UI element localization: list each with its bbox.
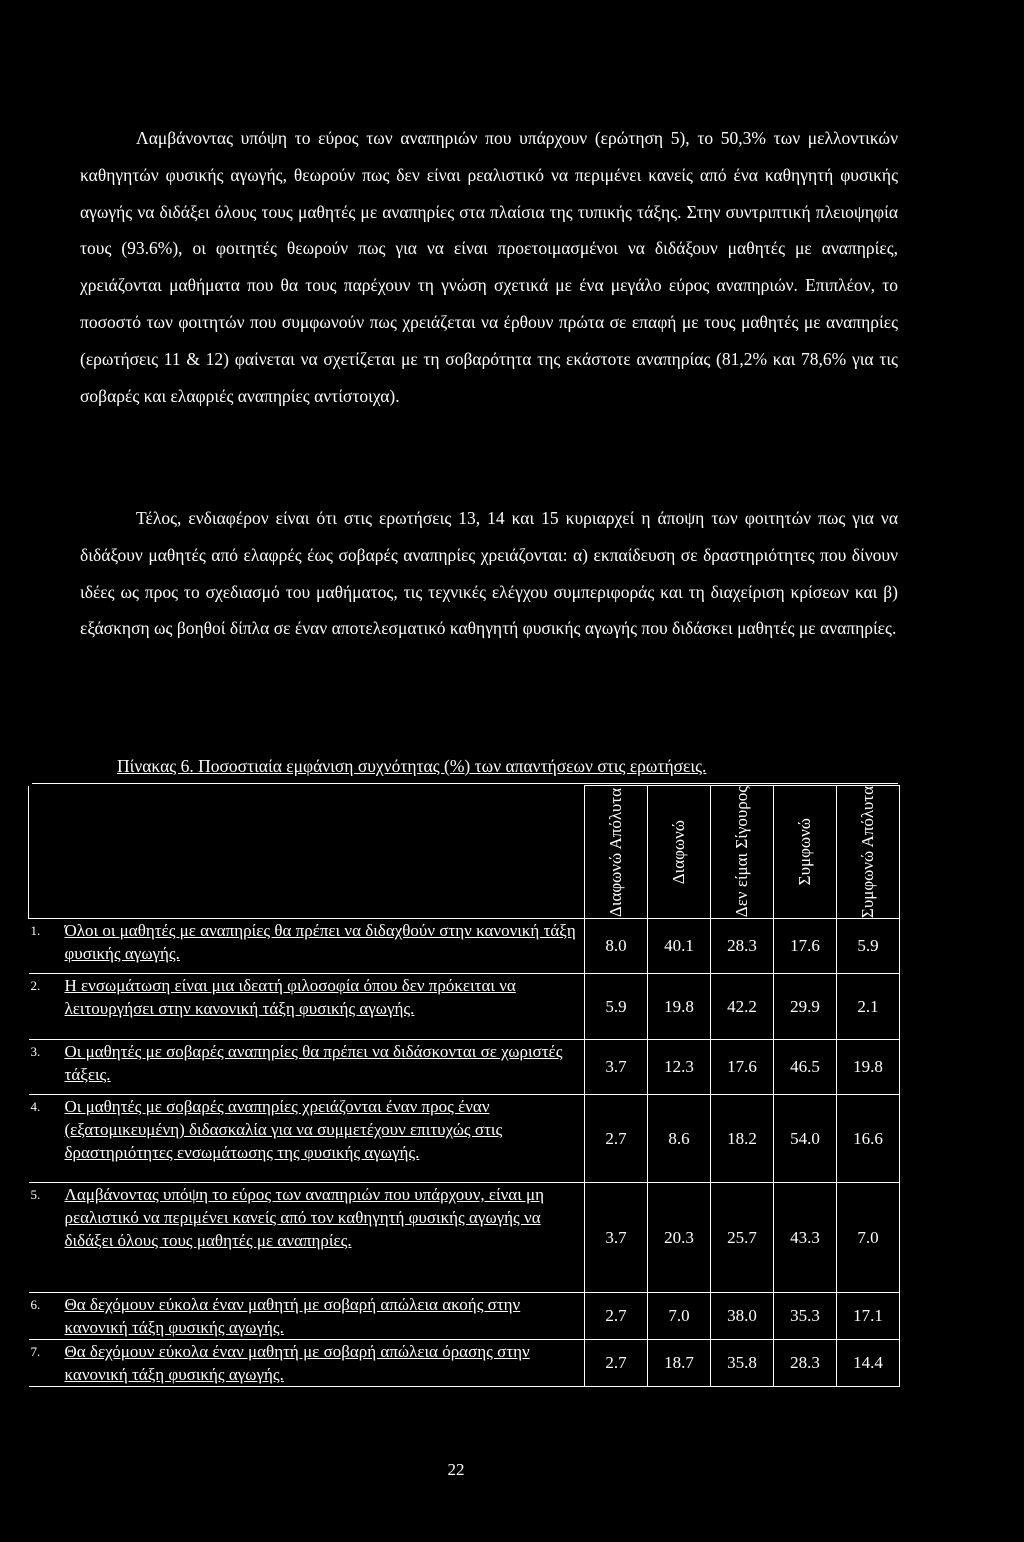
statement-cell [29,1095,585,1183]
responses-table [28,785,900,1387]
statement-text: Λαμβάνοντας υπόψη το εύρος των αναπηριών που υπάρχουν, είναι μη ρεαλιστικό να περιμένει κανείς από τον καθηγητή φυσικής αγωγής να διδάξει όλους τους μαθητές με αναπηρίες. [64,1185,545,1251]
header-blank-cell [29,786,585,919]
caption-rule [32,783,898,784]
value-cell: 19.8 [648,974,711,1040]
table-body [29,919,900,1387]
value-cell: 17.6 [774,919,837,974]
body-paragraph-2: Τέλος, ενδιαφέρον είναι ότι στις ερωτήσεις 13, 14 και 15 κυριαρχεί η άποψη των φοιτητών πως για να διδάξουν μαθητές από ελαφρές έως σοβαρές αναπηρίες χρειάζονται: α) εκπαίδευση σε δραστηριότητες που δίνουν ιδέες ως προς το σχεδιασμό του μαθήματος, τις τεχνικές ελέγχου συμπεριφοράς και τη διαχείριση κρίσεων και β) εξάσκηση ως βοηθοί δίπλα σε έναν αποτελεσματικό καθηγητή φυσικής αγωγής που διδάσκει μαθητές με αναπηρίες. [80,508,898,639]
value-cell: 2.7 [585,1095,648,1183]
value-cell: 3.7 [585,1183,648,1293]
value-cell: 35.3 [774,1293,837,1340]
value-cell: 5.9 [585,974,648,1040]
value-cell: 40.1 [648,919,711,974]
table-row [29,974,900,1040]
header-strongly-agree: Συμφωνώ Απόλυτα [837,786,900,919]
item-number: 4. [30,1099,41,1115]
statement-cell [29,974,585,1040]
statement-cell [29,1040,585,1095]
statement-cell [29,1293,585,1340]
value-cell: 17.6 [711,1040,774,1095]
statement-cell [29,919,585,974]
item-number: 1. [30,923,41,939]
value-cell: 19.8 [837,1040,900,1095]
value-cell: 2.7 [585,1340,648,1387]
statement-text: Οι μαθητές με σοβαρές αναπηρίες χρειάζονται έναν προς έναν (εξατομικευμένη) διδασκαλία για να συμμετέχουν επιτυχώς στις δραστηριότητες ενσωμάτωσης της φυσικής αγωγής. [64,1097,503,1163]
table-header-row [29,786,900,919]
value-cell: 20.3 [648,1183,711,1293]
table-row [29,919,900,974]
table-row [29,1183,900,1293]
value-cell: 8.0 [585,919,648,974]
value-cell: 2.1 [837,974,900,1040]
item-number: 3. [30,1044,41,1060]
value-cell: 17.1 [837,1293,900,1340]
value-cell: 42.2 [711,974,774,1040]
item-number: 2. [30,978,41,994]
statement-text: Η ενσωμάτωση είναι μια ιδεατή φιλοσοφία όπου δεν πρόκειται να λειτουργήσει στην κανονική τάξη φυσικής αγωγής. [64,976,516,1019]
value-cell: 14.4 [837,1340,900,1387]
header-not-sure: Δεν είμαι Σίγουρος [711,786,774,919]
value-cell: 43.3 [774,1183,837,1293]
header-disagree: Διαφωνώ [648,786,711,919]
item-number: 6. [30,1297,41,1313]
table-caption: Πίνακας 6. Ποσοστιαία εμφάνιση συχνότητας (%) των απαντήσεων στις ερωτήσεις. [117,756,707,776]
value-cell: 7.0 [648,1293,711,1340]
value-cell: 16.6 [837,1095,900,1183]
value-cell: 2.7 [585,1293,648,1340]
statement-text: Όλοι οι μαθητές με αναπηρίες θα πρέπει να διδαχθούν στην κανονική τάξη φυσικής αγωγής. [64,921,576,964]
statement-text: Θα δεχόμουν εύκολα έναν μαθητή με σοβαρή απώλεια όρασης στην κανονική τάξη φυσικής αγωγής. [64,1342,530,1385]
value-cell: 3.7 [585,1040,648,1095]
statement-text: Οι μαθητές με σοβαρές αναπηρίες θα πρέπει να διδάσκονται σε χωριστές τάξεις. [64,1042,563,1085]
value-cell: 35.8 [711,1340,774,1387]
value-cell: 8.6 [648,1095,711,1183]
value-cell: 28.3 [774,1340,837,1387]
table-row [29,1340,900,1387]
value-cell: 12.3 [648,1040,711,1095]
statement-cell [29,1340,585,1387]
statement-text: Θα δεχόμουν εύκολα έναν μαθητή με σοβαρή απώλεια ακοής στην κανονική τάξη φυσικής αγωγής. [64,1295,521,1338]
value-cell: 38.0 [711,1293,774,1340]
value-cell: 5.9 [837,919,900,974]
statement-cell [29,1183,585,1293]
item-number: 7. [30,1344,41,1360]
value-cell: 29.9 [774,974,837,1040]
value-cell: 18.7 [648,1340,711,1387]
table-row [29,1293,900,1340]
value-cell: 18.2 [711,1095,774,1183]
value-cell: 46.5 [774,1040,837,1095]
header-strongly-disagree: Διαφωνώ Απόλυτα [585,786,648,919]
table-row [29,1040,900,1095]
body-paragraph-1: Λαμβάνοντας υπόψη το εύρος των αναπηριών που υπάρχουν (ερώτηση 5), το 50,3% των μελλοντικών καθηγητών φυσικής αγωγής, θεωρούν πως δεν είναι ρεαλιστικό να περιμένει κανείς από ένα καθηγητή φυσικής αγωγής να διδάξει όλους τους μαθητές με αναπηρίες στα πλαίσια της τυπικής τάξης. Στην συντριπτική πλειοψηφία τους (93.6%), οι φοιτητές θεωρούν πως για να είναι προετοιμασμένοι να διδάξουν μαθητές με αναπηρίες, χρειάζονται μαθήματα που θα τους παρέχουν τη γνώση σχετικά με ένα μεγάλο εύρος αναπηριών. Επιπλέον, το ποσοστό των φοιτητών που συμφωνούν πως χρειάζεται να έρθουν πρώτα σε επαφή με τους μαθητές με αναπηρίες (ερωτήσεις 11 & 12) φαίνεται να σχετίζεται με τη σοβαρότητα της εκάστοτε αναπηρίας (81,2% και 78,6% για τις σοβαρές και ελαφριές αναπηρίες αντίστοιχα). [80,128,898,406]
table-row [29,1095,900,1183]
value-cell: 54.0 [774,1095,837,1183]
value-cell: 25.7 [711,1183,774,1293]
page-number: 22 [447,1460,465,1479]
value-cell: 7.0 [837,1183,900,1293]
header-agree: Συμφωνώ [774,786,837,919]
value-cell: 28.3 [711,919,774,974]
item-number: 5. [30,1187,41,1203]
